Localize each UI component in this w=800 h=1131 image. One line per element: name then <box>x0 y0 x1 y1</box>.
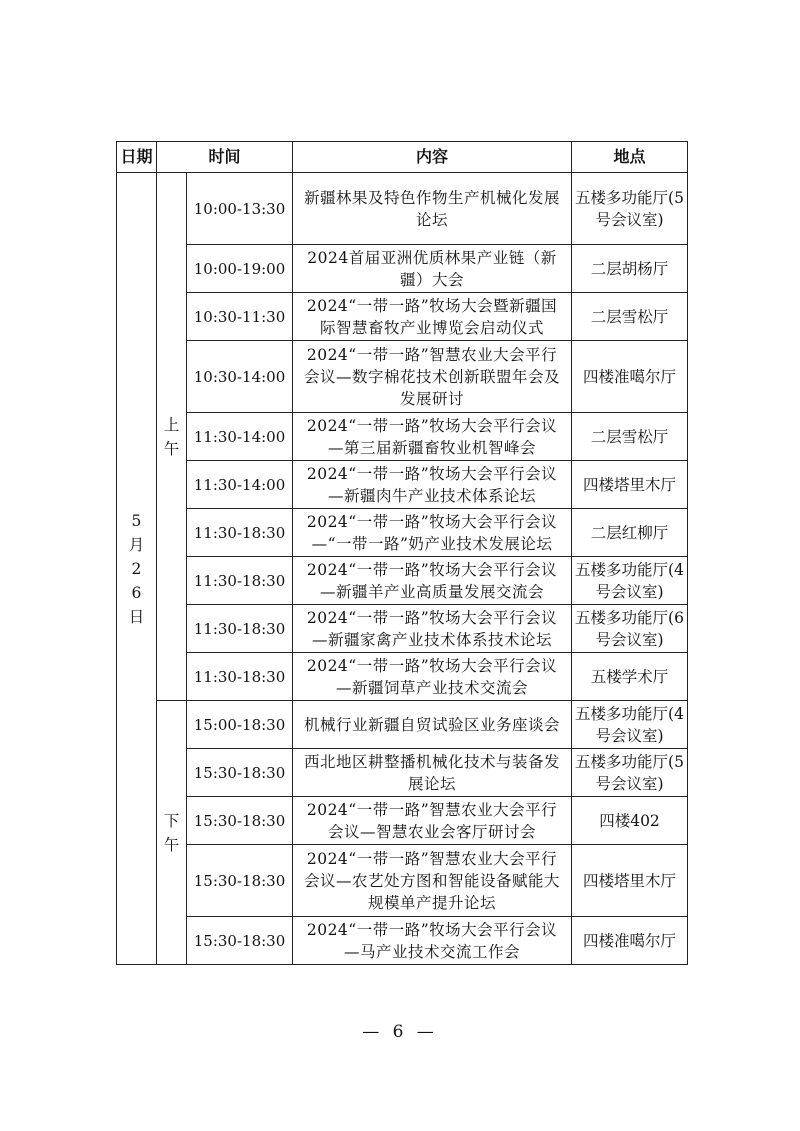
time-cell: 11:30-18:30 <box>187 653 293 701</box>
venue-cell: 二层雪松厅 <box>572 413 688 461</box>
content-cell: 2024“一带一路”牧场大会平行会议—新疆肉牛产业技术体系论坛 <box>293 461 572 509</box>
content-cell: 2024“一带一路”牧场大会平行会议—新疆羊产业高质量发展交流会 <box>293 557 572 605</box>
time-cell: 11:30-18:30 <box>187 605 293 653</box>
time-cell: 10:30-14:00 <box>187 341 293 413</box>
table-row <box>117 461 688 509</box>
table-row <box>117 245 688 293</box>
time-cell: 11:30-18:30 <box>187 557 293 605</box>
venue-cell: 四楼402 <box>572 797 688 845</box>
table-row <box>117 701 688 749</box>
content-cell: 2024“一带一路”牧场大会平行会议—第三届新疆畜牧业机智峰会 <box>293 413 572 461</box>
time-cell: 10:00-19:00 <box>187 245 293 293</box>
period-cell-afternoon <box>157 701 187 965</box>
schedule-table <box>116 141 688 965</box>
table-row <box>117 749 688 797</box>
header-content: 内容 <box>293 142 572 173</box>
time-cell: 10:30-11:30 <box>187 293 293 341</box>
venue-cell: 四楼准噶尔厅 <box>572 917 688 965</box>
schedule-sheet <box>116 141 688 965</box>
content-cell: 2024首届亚洲优质林果产业链（新疆）大会 <box>293 245 572 293</box>
period-text: 上午 <box>163 415 180 458</box>
page-number: — 6 — <box>362 1022 438 1042</box>
table-row <box>117 605 688 653</box>
table-row <box>117 845 688 917</box>
time-cell: 15:30-18:30 <box>187 797 293 845</box>
venue-cell: 五楼多功能厅(5号会议室) <box>572 749 688 797</box>
header-date: 日期 <box>117 142 157 173</box>
period-cell-morning <box>157 173 187 701</box>
content-cell: 新疆林果及特色作物生产机械化发展论坛 <box>293 173 572 245</box>
table-row <box>117 797 688 845</box>
date-text: 5月26日 <box>128 511 145 626</box>
time-cell: 15:30-18:30 <box>187 917 293 965</box>
time-cell: 15:30-18:30 <box>187 749 293 797</box>
table-row <box>117 341 688 413</box>
content-cell: 2024“一带一路”智慧农业大会平行会议—智慧农业会客厅研讨会 <box>293 797 572 845</box>
period-text: 下午 <box>163 811 180 854</box>
venue-cell: 二层胡杨厅 <box>572 245 688 293</box>
time-cell: 11:30-14:00 <box>187 413 293 461</box>
time-cell: 10:00-13:30 <box>187 173 293 245</box>
time-cell: 15:30-18:30 <box>187 845 293 917</box>
time-cell: 11:30-18:30 <box>187 509 293 557</box>
table-row <box>117 917 688 965</box>
content-cell: 2024“一带一路”牧场大会平行会议—新疆家禽产业技术体系技术论坛 <box>293 605 572 653</box>
venue-cell: 五楼多功能厅(5号会议室) <box>572 173 688 245</box>
table-row <box>117 557 688 605</box>
header-venue: 地点 <box>572 142 688 173</box>
table-row <box>117 509 688 557</box>
content-cell: 2024“一带一路”牧场大会平行会议—“一带一路”奶产业技术发展论坛 <box>293 509 572 557</box>
table-row <box>117 653 688 701</box>
content-cell: 2024“一带一路”智慧农业大会平行会议—农艺处方图和智能设备赋能大规模单产提升论坛 <box>293 845 572 917</box>
content-cell: 2024“一带一路”牧场大会平行会议—新疆饲草产业技术交流会 <box>293 653 572 701</box>
content-cell: 西北地区耕整播机械化技术与装备发展论坛 <box>293 749 572 797</box>
venue-cell: 五楼多功能厅(6号会议室) <box>572 605 688 653</box>
table-row <box>117 173 688 245</box>
venue-cell: 二层雪松厅 <box>572 293 688 341</box>
header-time: 时间 <box>157 142 293 173</box>
time-cell: 11:30-14:00 <box>187 461 293 509</box>
venue-cell: 四楼塔里木厅 <box>572 845 688 917</box>
table-row <box>117 293 688 341</box>
content-cell: 2024“一带一路”牧场大会平行会议—马产业技术交流工作会 <box>293 917 572 965</box>
content-cell: 机械行业新疆自贸试验区业务座谈会 <box>293 701 572 749</box>
venue-cell: 五楼学术厅 <box>572 653 688 701</box>
date-cell <box>117 173 157 965</box>
content-cell: 2024“一带一路”牧场大会暨新疆国际智慧畜牧产业博览会启动仪式 <box>293 293 572 341</box>
venue-cell: 五楼多功能厅(4号会议室) <box>572 557 688 605</box>
venue-cell: 二层红柳厅 <box>572 509 688 557</box>
time-cell: 15:00-18:30 <box>187 701 293 749</box>
header-row <box>117 142 688 173</box>
venue-cell: 四楼塔里木厅 <box>572 461 688 509</box>
venue-cell: 五楼多功能厅(4号会议室) <box>572 701 688 749</box>
content-cell: 2024“一带一路”智慧农业大会平行会议—数字棉花技术创新联盟年会及发展研讨 <box>293 341 572 413</box>
venue-cell: 四楼准噶尔厅 <box>572 341 688 413</box>
table-row <box>117 413 688 461</box>
